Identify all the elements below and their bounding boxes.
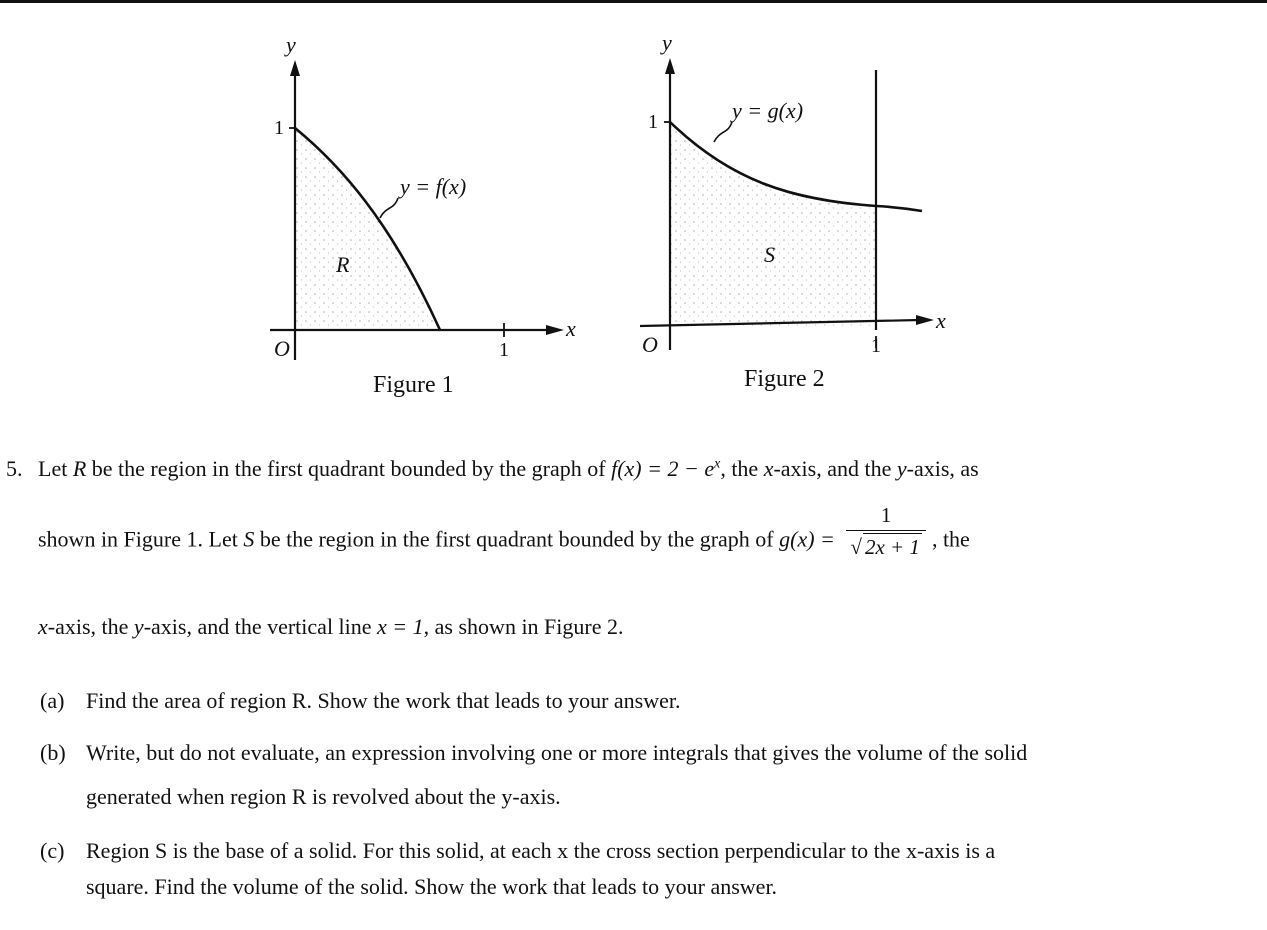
fraction-denominator: [846, 530, 926, 560]
radicand: 2x + 1: [864, 535, 920, 560]
part-label: (b): [40, 740, 66, 765]
part-text-line: Write, but do not evaluate, an expression involving one or more integrals that gives the volume of the solid: [86, 740, 1028, 765]
part-label: (c): [40, 838, 65, 863]
figure-2: [620, 30, 960, 360]
figure-1-caption: Figure 1: [373, 372, 454, 398]
sqrt-symbol: √: [850, 535, 862, 560]
y-axis-label: y: [662, 30, 672, 55]
text: -axis, and the vertical line: [143, 614, 378, 639]
y-tick-label: 1: [274, 117, 284, 139]
text: , as shown in Figure 2.: [423, 614, 624, 639]
y-axis-label: y: [286, 32, 296, 57]
y-symbol: y: [896, 456, 907, 481]
exponent: x: [714, 456, 721, 472]
y-axis-arrow: [665, 58, 675, 74]
problem-number: 5.: [6, 456, 23, 481]
region-s-symbol: S: [243, 526, 255, 552]
part-text-line: Find the area of region R. Show the work that leads to your answer.: [86, 688, 681, 713]
part-a: [40, 688, 680, 714]
text: -axis, the: [47, 614, 134, 639]
fraction: [846, 502, 926, 561]
y-symbol: y: [133, 614, 144, 639]
figure-1: [250, 30, 600, 360]
curve-label: y = f(x): [400, 174, 467, 199]
x-axis-arrow: [546, 325, 564, 335]
f-definition: f(x) = 2 − e: [611, 456, 715, 481]
line-equation: x = 1: [377, 614, 424, 639]
text: , the: [720, 456, 764, 481]
y-tick-label: 1: [648, 111, 658, 133]
part-text-line: square. Find the volume of the solid. Show the work that leads to your answer.: [86, 874, 778, 899]
part-label: (a): [40, 688, 65, 713]
x-tick-label: 1: [871, 335, 881, 357]
part-text-line: Region S is the base of a solid. For this solid, at each x the cross section perpendicular to the x-axis is a: [86, 838, 996, 863]
text: -axis, and the: [773, 456, 897, 481]
text: be the region in the first quadrant bounded by the graph of: [254, 526, 780, 552]
part-c: [40, 838, 995, 864]
x-tick-label: 1: [499, 339, 509, 361]
origin-label: O: [642, 332, 658, 357]
part-c-continued: [86, 874, 777, 900]
g-definition: g(x) =: [779, 526, 835, 552]
figure-2-caption: Figure 2: [744, 366, 825, 392]
text: Let: [38, 456, 73, 481]
x-axis-label: x: [936, 308, 946, 333]
part-text-line: generated when region R is revolved about the y-axis.: [86, 784, 561, 809]
region-r-symbol: R: [72, 456, 87, 481]
x-symbol: x: [38, 614, 48, 639]
curve-label: y = g(x): [732, 98, 804, 123]
x-axis-arrow: [916, 315, 934, 325]
text: , the: [931, 526, 970, 552]
text: be the region in the first quadrant bounded by the graph of: [86, 456, 612, 481]
text: shown in Figure 1. Let: [38, 526, 244, 552]
region-s-shading: [670, 122, 876, 326]
top-rule: [0, 0, 1267, 3]
x-symbol: x: [763, 456, 774, 481]
origin-label: O: [274, 336, 290, 361]
text: -axis, as: [906, 456, 979, 481]
region-r-shading: [295, 128, 440, 330]
part-b-continued: [86, 784, 561, 810]
label-leader: [714, 122, 732, 142]
region-label: R: [336, 252, 350, 277]
fraction-numerator: 1: [880, 503, 892, 527]
part-b: [40, 740, 1027, 766]
label-leader: [380, 198, 398, 218]
x-axis-label: x: [566, 316, 576, 341]
y-axis-arrow: [290, 60, 300, 76]
region-label: S: [764, 242, 775, 267]
